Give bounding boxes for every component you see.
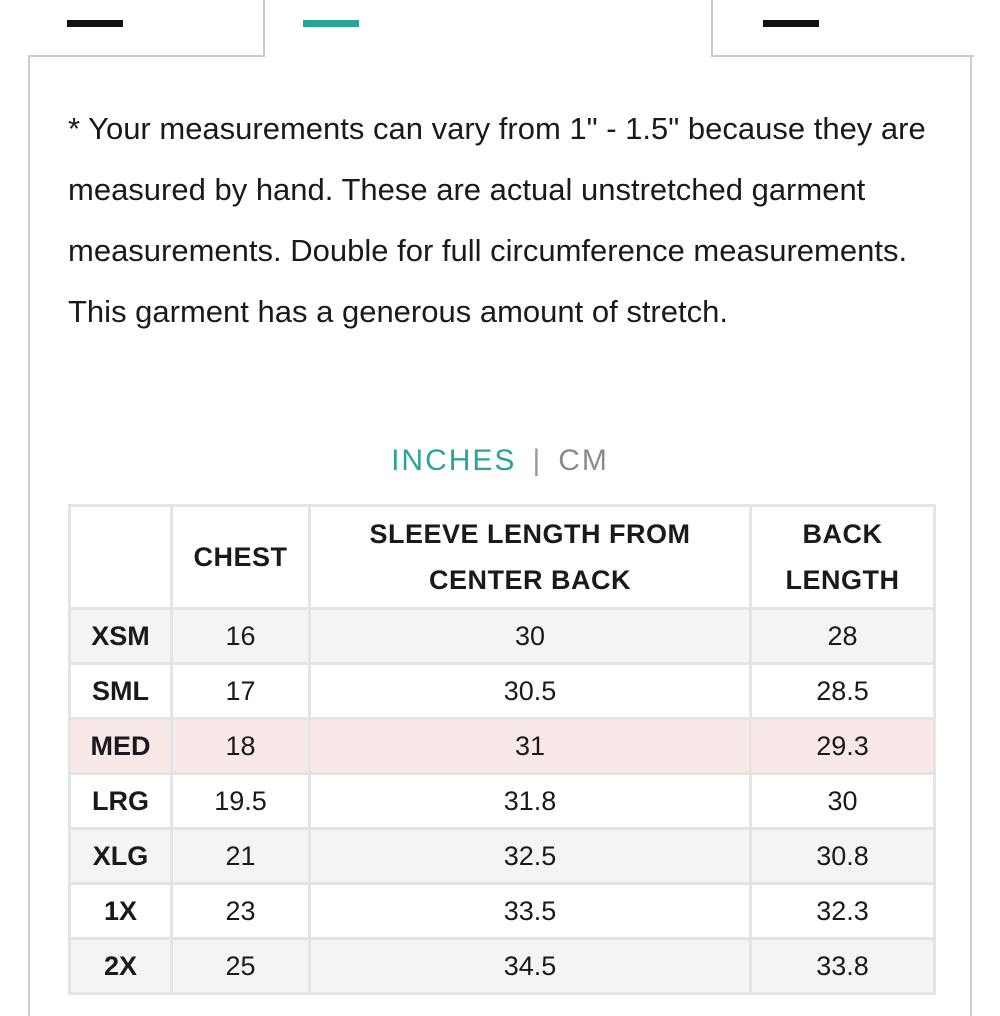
unit-cm-button[interactable]: CM [558,444,609,477]
header-chest: CHEST [172,506,310,609]
sleeve-cell: 34.5 [310,939,751,994]
back-length-cell: 30.8 [751,829,935,884]
measurement-note: * Your measurements can vary from 1" - 1.5" because they are measured by hand. These are actual unstretched garment measurements. Double for full circumference measurements. This garment has a generous amount of stretch. [68,111,926,329]
sleeve-cell: 33.5 [310,884,751,939]
tab-right[interactable] [712,0,974,56]
header-size [70,506,172,609]
chest-cell: 19.5 [172,774,310,829]
tab-left[interactable] [28,0,264,56]
size-cell: SML [70,664,172,719]
table-row [70,939,935,994]
size-table [68,504,936,995]
size-cell: 2X [70,939,172,994]
header-sleeve-length: SLEEVE LENGTH FROM CENTER BACK [310,506,751,609]
table-header-row [70,506,935,609]
chest-cell: 16 [172,609,310,664]
back-length-cell: 28.5 [751,664,935,719]
chest-cell: 25 [172,939,310,994]
unit-separator: | [532,444,543,477]
table-row [70,774,935,829]
table-row [70,884,935,939]
sleeve-cell: 32.5 [310,829,751,884]
table-row [70,829,935,884]
size-cell: XLG [70,829,172,884]
tab-middle-indicator [303,20,359,27]
chest-cell: 18 [172,719,310,774]
chest-cell: 17 [172,664,310,719]
tab-bar [0,0,1000,58]
sleeve-cell: 30.5 [310,664,751,719]
size-cell: LRG [70,774,172,829]
back-length-cell: 29.3 [751,719,935,774]
table-row [70,609,935,664]
header-back-length: BACK LENGTH [751,506,935,609]
tab-middle-active[interactable] [264,0,712,56]
sleeve-cell: 30 [310,609,751,664]
table-row-highlighted [70,719,935,774]
back-length-cell: 33.8 [751,939,935,994]
chest-cell: 23 [172,884,310,939]
unit-inches-button[interactable]: INCHES [391,444,517,477]
tab-right-indicator [763,20,819,27]
size-cell: MED [70,719,172,774]
tab-divider [711,0,713,57]
tab-left-indicator [67,20,123,27]
size-cell: 1X [70,884,172,939]
sleeve-cell: 31 [310,719,751,774]
back-length-cell: 30 [751,774,935,829]
table-row [70,664,935,719]
unit-toggle [0,444,1000,478]
size-cell: XSM [70,609,172,664]
chest-cell: 21 [172,829,310,884]
tab-divider [263,0,265,57]
sleeve-cell: 31.8 [310,774,751,829]
back-length-cell: 28 [751,609,935,664]
back-length-cell: 32.3 [751,884,935,939]
